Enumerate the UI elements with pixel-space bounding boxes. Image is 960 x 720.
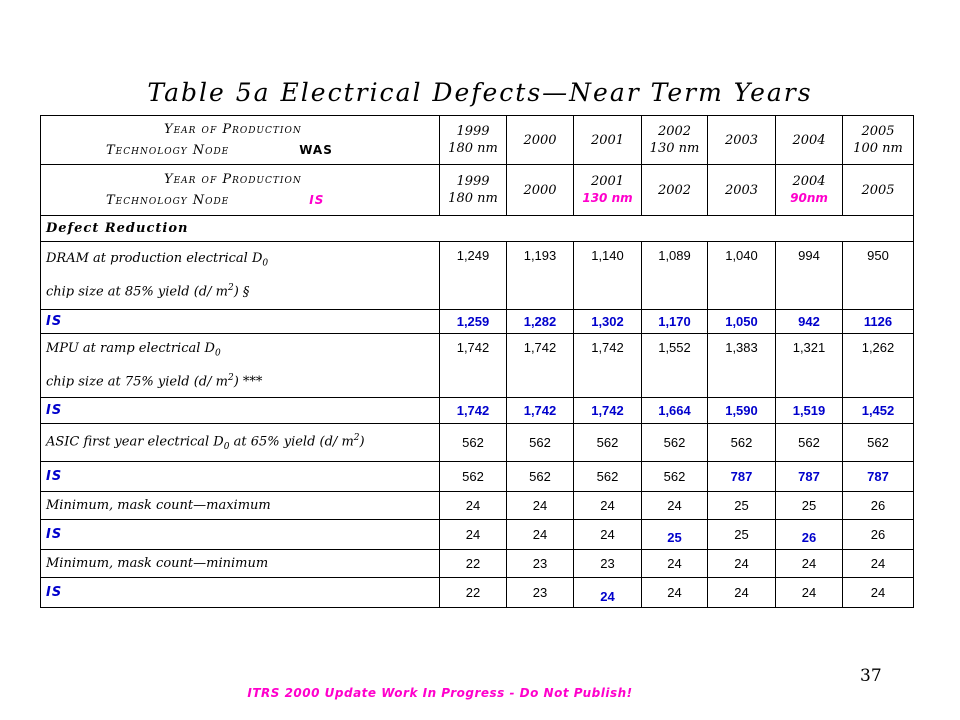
footer-notice: ITRS 2000 Update Work In Progress - Do Not Publish! xyxy=(247,686,633,700)
table-cell: 25 xyxy=(642,520,708,550)
table-cell: 1,742 xyxy=(507,398,574,424)
table-cell: 1,321 xyxy=(776,334,843,398)
mask-max-label: Minimum, mask count—maximum xyxy=(41,492,440,520)
mask-min-was-row xyxy=(41,550,914,578)
is-col-2001: 2001 130 nm xyxy=(574,165,642,216)
header-is-row xyxy=(41,165,914,216)
is-row-label: IS xyxy=(41,462,440,492)
table-cell: 25 xyxy=(776,492,843,520)
table-cell: 1,193 xyxy=(507,242,574,310)
table-cell: 562 xyxy=(507,462,574,492)
dram-is-row xyxy=(41,310,914,334)
year-of-production-label: Year of Production xyxy=(164,171,302,187)
node-130nm-highlight: 130 nm xyxy=(582,191,633,205)
was-col-2003: 2003 xyxy=(708,116,776,165)
is-tag: IS xyxy=(309,192,325,207)
table-cell: 1,742 xyxy=(574,334,642,398)
mpu-label: MPU at ramp electrical $D_0$ chip size at 75% yield (d/ $m^2$) *** xyxy=(41,334,440,398)
mpu-is-row xyxy=(41,398,914,424)
table-cell: 950 xyxy=(843,242,914,310)
table-cell: 1,742 xyxy=(440,398,507,424)
table-cell: 26 xyxy=(843,520,914,550)
technology-node-label: Technology Node WAS xyxy=(106,142,333,158)
was-col-1999: 1999 180 nm xyxy=(440,116,507,165)
electrical-defects-table xyxy=(40,115,914,608)
table-cell: 24 xyxy=(708,550,776,578)
table-cell: 562 xyxy=(642,462,708,492)
table-cell: 23 xyxy=(507,550,574,578)
was-col-2000: 2000 xyxy=(507,116,574,165)
was-col-2002: 2002 130 nm xyxy=(642,116,708,165)
is-col-2002: 2002 xyxy=(642,165,708,216)
table-cell: 1,664 xyxy=(642,398,708,424)
table-cell: 24 xyxy=(507,520,574,550)
was-col-2004: 2004 xyxy=(776,116,843,165)
table-cell: 24 xyxy=(776,550,843,578)
table-cell: 1,302 xyxy=(574,310,642,334)
table-cell: 23 xyxy=(507,578,574,608)
table-cell: 562 xyxy=(574,424,642,462)
table-cell: 562 xyxy=(776,424,843,462)
table-cell: 26 xyxy=(776,520,843,550)
table-cell: 1,552 xyxy=(642,334,708,398)
is-col-1999: 1999 180 nm xyxy=(440,165,507,216)
table-cell: 562 xyxy=(440,462,507,492)
is-row-label: IS xyxy=(41,398,440,424)
table-cell: 24 xyxy=(776,578,843,608)
table-cell: 24 xyxy=(642,492,708,520)
was-col-2005: 2005 100 nm xyxy=(843,116,914,165)
mask-max-is-row xyxy=(41,520,914,550)
is-col-2005: 2005 xyxy=(843,165,914,216)
table-cell: 1,742 xyxy=(440,334,507,398)
dram-label: DRAM at production electrical $D_0$ chip size at 85% yield (d/ $m^2$) § xyxy=(41,242,440,310)
is-row-label: IS xyxy=(41,310,440,334)
table-cell: 787 xyxy=(708,462,776,492)
was-col-2001: 2001 xyxy=(574,116,642,165)
technology-node-label: Technology Node IS xyxy=(106,192,325,208)
is-col-2000: 2000 xyxy=(507,165,574,216)
table-cell: 22 xyxy=(440,550,507,578)
section-defect-reduction: Defect Reduction xyxy=(41,216,914,242)
mask-min-label: Minimum, mask count—minimum xyxy=(41,550,440,578)
table-cell: 24 xyxy=(440,492,507,520)
table-cell: 787 xyxy=(843,462,914,492)
dram-was-row xyxy=(41,242,914,310)
mpu-was-row xyxy=(41,334,914,398)
table-cell: 1,259 xyxy=(440,310,507,334)
table-cell: 1,282 xyxy=(507,310,574,334)
table-cell: 1,452 xyxy=(843,398,914,424)
mask-min-is-row xyxy=(41,578,914,608)
table-cell: 24 xyxy=(574,578,642,608)
table-cell: 24 xyxy=(642,550,708,578)
table-title: Table 5a Electrical Defects—Near Term Years xyxy=(147,78,813,107)
table-cell: 1,249 xyxy=(440,242,507,310)
is-col-2003: 2003 xyxy=(708,165,776,216)
table-cell: 24 xyxy=(574,492,642,520)
table-cell: 562 xyxy=(574,462,642,492)
mask-max-was-row xyxy=(41,492,914,520)
table-cell: 1,742 xyxy=(574,398,642,424)
asic-label: ASIC first year electrical $D_0$ at 65% yield (d/ $m^2$) xyxy=(41,424,440,462)
table-cell: 24 xyxy=(843,550,914,578)
table-cell: 562 xyxy=(843,424,914,462)
section-row xyxy=(41,216,914,242)
table-cell: 1,089 xyxy=(642,242,708,310)
table-cell: 25 xyxy=(708,520,776,550)
table-cell: 24 xyxy=(708,578,776,608)
table-cell: 1,590 xyxy=(708,398,776,424)
is-col-2004: 2004 90nm xyxy=(776,165,843,216)
table-cell: 1,050 xyxy=(708,310,776,334)
table-cell: 24 xyxy=(440,520,507,550)
table-cell: 24 xyxy=(843,578,914,608)
table-cell: 26 xyxy=(843,492,914,520)
table-cell: 24 xyxy=(642,578,708,608)
header-is-label xyxy=(41,165,440,216)
table-cell: 994 xyxy=(776,242,843,310)
table-cell: 1,383 xyxy=(708,334,776,398)
table-cell: 562 xyxy=(440,424,507,462)
table-cell: 562 xyxy=(708,424,776,462)
table-cell: 25 xyxy=(708,492,776,520)
is-row-label: IS xyxy=(41,578,440,608)
table-cell: 1,140 xyxy=(574,242,642,310)
was-tag: WAS xyxy=(299,142,333,157)
table-cell: 1,742 xyxy=(507,334,574,398)
table-cell: 1,262 xyxy=(843,334,914,398)
table-cell: 24 xyxy=(574,520,642,550)
table-cell: 1,519 xyxy=(776,398,843,424)
table-cell: 1,040 xyxy=(708,242,776,310)
table-cell: 787 xyxy=(776,462,843,492)
header-was-label xyxy=(41,116,440,165)
table-cell: 562 xyxy=(507,424,574,462)
header-was-row xyxy=(41,116,914,165)
table-cell: 1,170 xyxy=(642,310,708,334)
table-cell: 1126 xyxy=(843,310,914,334)
node-90nm-highlight: 90nm xyxy=(790,191,828,205)
year-of-production-label: Year of Production xyxy=(164,121,302,137)
table-cell: 942 xyxy=(776,310,843,334)
is-row-label: IS xyxy=(41,520,440,550)
asic-was-row xyxy=(41,424,914,462)
asic-is-row xyxy=(41,462,914,492)
table-cell: 23 xyxy=(574,550,642,578)
table-cell: 562 xyxy=(642,424,708,462)
page-number: 37 xyxy=(860,666,882,686)
table-cell: 22 xyxy=(440,578,507,608)
table-cell: 24 xyxy=(507,492,574,520)
